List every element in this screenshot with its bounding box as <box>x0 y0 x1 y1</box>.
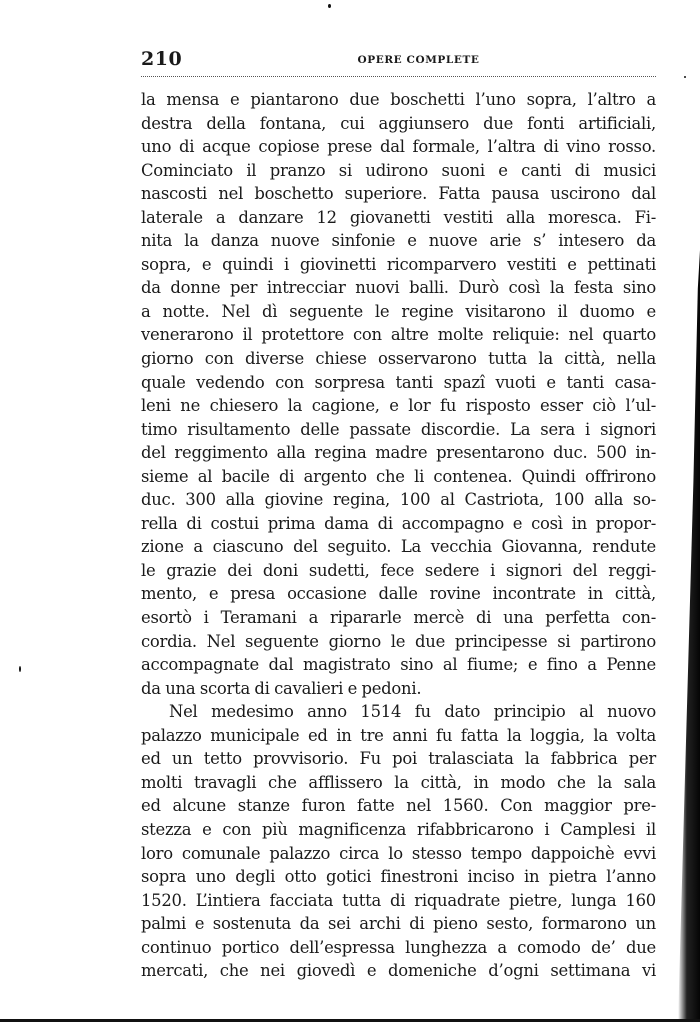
header-rule <box>141 76 656 77</box>
scan-shadow-right <box>678 250 700 1022</box>
running-header <box>141 48 656 78</box>
text-line: rella di costui prima dama di accompagno e così in propor- <box>141 513 656 533</box>
text-line: uno di acque copiose prese dal formale, l’altra di vino rosso. <box>141 137 656 157</box>
text-line: del reggimento alla regina madre presentarono duc. 500 in- <box>141 443 656 463</box>
text-line: 1520. L’intiera facciata tutta di riquadrate pietre, lunga 160 <box>141 890 656 910</box>
body-text <box>141 88 656 983</box>
text-line: nascosti nel boschetto superiore. Fatta pausa uscirono dal <box>141 184 656 204</box>
text-line: esortò i Teramani a ripararle mercè di una perfetta con- <box>141 608 656 628</box>
text-line: sopra uno degli otto gotici finestroni inciso in pietra l’anno <box>141 867 656 887</box>
text-line: da donne per intrecciar nuovi balli. Durò così la festa sino <box>141 278 656 298</box>
text-line: ed alcune stanze furon fatte nel 1560. Con maggior pre- <box>141 796 656 816</box>
text-line: palazzo municipale ed in tre anni fu fatta la loggia, la volta <box>141 725 656 745</box>
text-line: molti travagli che afflissero la città, in modo che la sala <box>141 772 656 792</box>
text-line: nita la danza nuove sinfonie e nuove arie s’ intesero da <box>141 231 656 251</box>
text-line: sopra, e quindi i giovinetti ricomparvero vestiti e pettinati <box>141 254 656 274</box>
text-line: la mensa e piantarono due boschetti l’uno sopra, l’altro a <box>141 90 656 109</box>
text-line: mercati, che nei giovedì e domeniche d’ogni settimana vi <box>141 961 656 981</box>
page-number: 210 <box>141 48 183 70</box>
text-line: mento, e presa occasione dalle rovine incontrate in città, <box>141 584 656 604</box>
text-line: venerarono il protettore con altre molte reliquie: nel quarto <box>141 325 656 345</box>
scan-speck <box>684 76 686 78</box>
text-line: ed un tetto provvisorio. Fu poi tralasciata la fabbrica per <box>141 749 656 769</box>
text-line: Cominciato il pranzo si udirono suoni e canti di musici <box>141 160 656 180</box>
text-line: stezza e con più magnificenza rifabbricarono i Camplesi il <box>141 819 656 839</box>
text-line: laterale a danzare 12 giovanetti vestiti alla moresca. Fi- <box>141 207 656 227</box>
text-line: continuo portico dell’espressa lunghezza a comodo de’ due <box>141 937 656 957</box>
paragraph-start-line: Nel medesimo anno 1514 fu dato principio al nuovo <box>169 702 656 722</box>
text-line: timo risultamento delle passate discordie. La sera i signori <box>141 419 656 439</box>
text-line: palmi e sostenuta da sei archi di pieno sesto, formarono un <box>141 914 656 934</box>
text-line: zione a ciascuno del seguito. La vecchia Giovanna, rendute <box>141 537 656 557</box>
text-line: accompagnate dal magistrato sino al fiume; e fino a Penne <box>141 655 656 675</box>
text-line: giorno con diverse chiese osservarono tutta la città, nella <box>141 349 656 369</box>
text-line: le grazie dei doni sudetti, fece sedere i signori del reggi- <box>141 560 656 580</box>
text-line: quale vedendo con sorpresa tanti spazî vuoti e tanti casa- <box>141 372 656 392</box>
text-line: a notte. Nel dì seguente le regine visitarono il duomo e <box>141 301 656 321</box>
text-line: loro comunale palazzo circa lo stesso tempo dappoichè evvi <box>141 843 656 863</box>
text-line: cordia. Nel seguente giorno le due principesse si partirono <box>141 631 656 651</box>
paragraph-end-line: da una scorta di cavalieri e pedoni. <box>141 678 422 698</box>
running-title: OPERE COMPLETE <box>357 54 480 66</box>
text-line: destra della fontana, cui aggiunsero due fonti artificiali, <box>141 113 656 133</box>
text-line: duc. 300 alla giovine regina, 100 al Castriota, 100 alla so- <box>141 490 656 510</box>
text-line: sieme al bacile di argento che li contenea. Quindi offrirono <box>141 466 656 486</box>
scan-speck <box>19 666 21 672</box>
text-line: leni ne chiesero la cagione, e lor fu risposto esser ciò l’ul- <box>141 396 656 416</box>
scan-speck <box>328 4 331 8</box>
